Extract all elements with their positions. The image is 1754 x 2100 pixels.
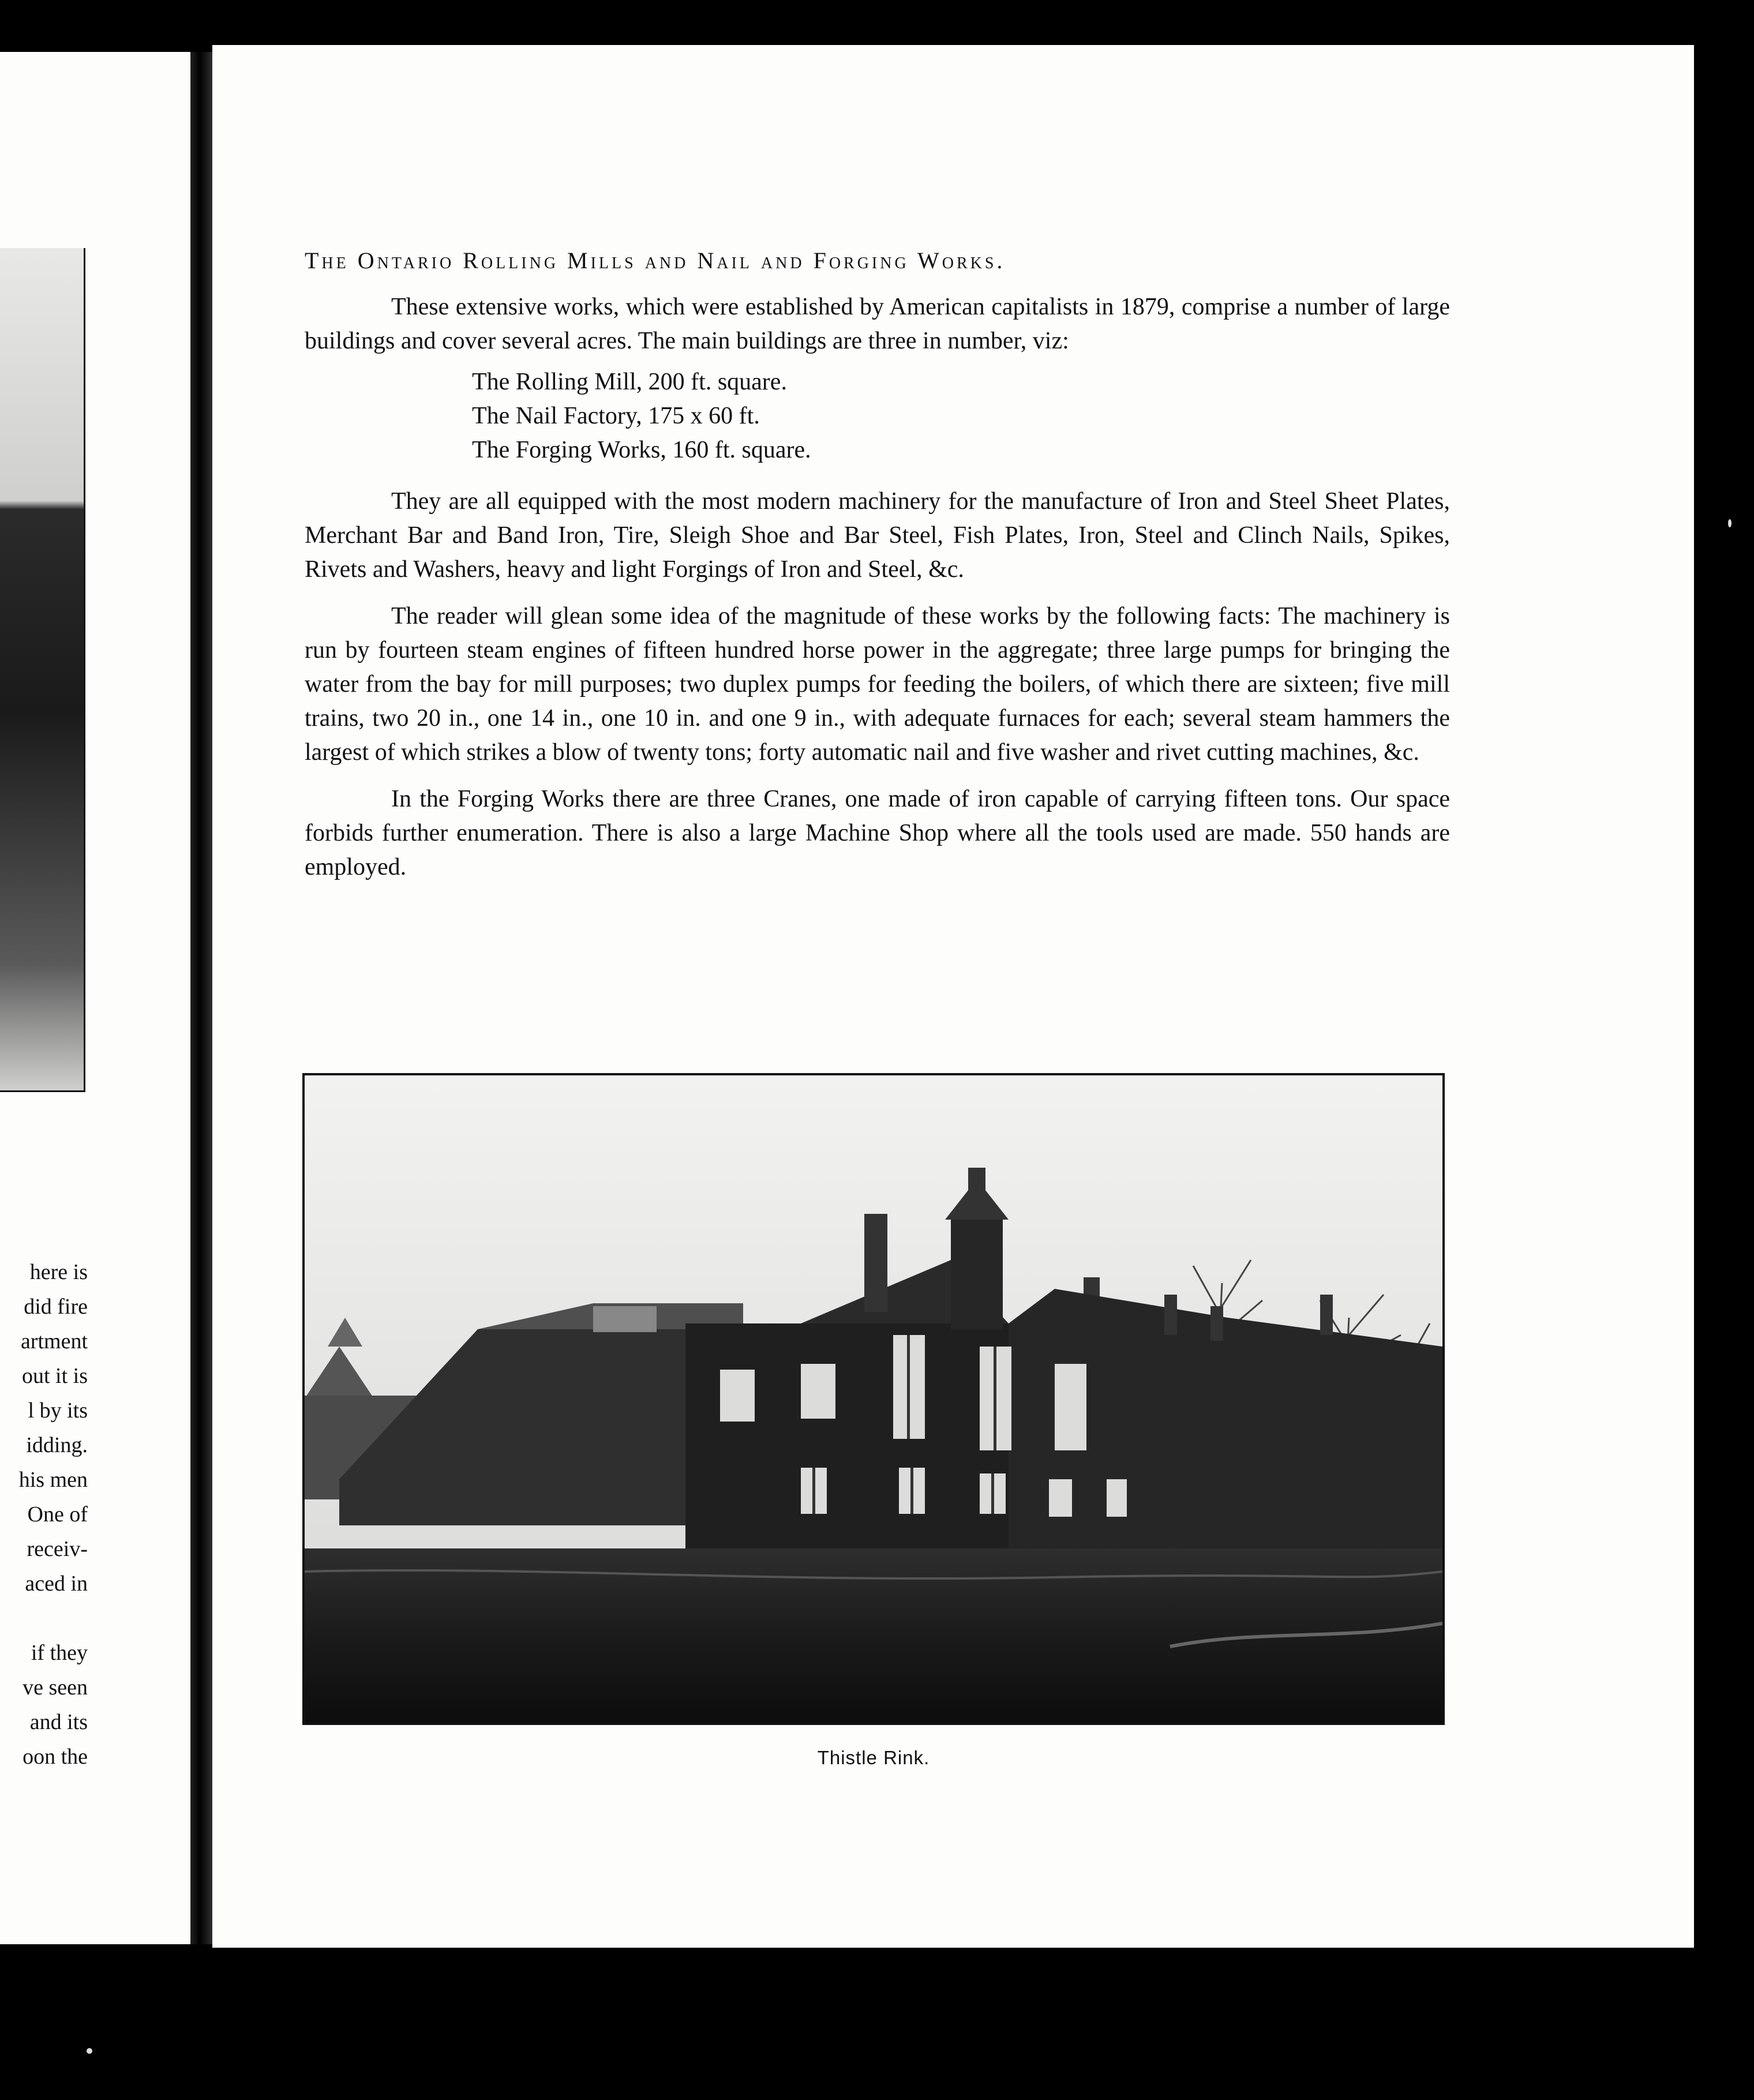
left-page-text-fragment <box>0 1255 88 1774</box>
left-page-photo-fragment <box>0 248 85 1092</box>
list-item: The Nail Factory, 175 x 60 ft. <box>472 403 760 429</box>
list-item: The Forging Works, 160 ft. square. <box>472 437 811 463</box>
list-item: The Rolling Mill, 200 ft. square. <box>472 369 787 395</box>
left-text-line: did fire <box>24 1295 88 1319</box>
left-facing-page <box>0 52 190 1944</box>
paragraph-magnitude: The reader will glean some idea of the magnitude of these works by the following facts: The machinery is run by fourteen steam engines of fifteen hundred horse power in the aggregate; three large pumps for bringing the water from the bay for mill purposes; two duplex pumps for feeding the boilers, of which there are sixteen; five mill trains, two 20 in., one 14 in., one 10 in. and one 9 in., with adequate furnaces for each; several steam hammers the largest of which strikes a blow of twenty tons; forty automatic nail and five washer and rivet cutting machines, &c. <box>305 603 1450 766</box>
book-gutter-shadow <box>190 52 213 1944</box>
left-text-line: aced in <box>25 1572 88 1596</box>
left-text-line: if they <box>31 1641 88 1665</box>
buildings-list <box>472 365 1450 467</box>
page-title: The Ontario Rolling Mills and Nail and Forging Works. <box>305 247 1006 273</box>
paragraph-intro: These extensive works, which were established by American capitalists in 1879, comprise a number of large buildings and cover several acres. The main buildings are three in number, viz: <box>305 294 1450 354</box>
photo-caption: Thistle Rink. <box>817 1747 930 1768</box>
left-text-line: receiv- <box>27 1537 88 1561</box>
left-text-line: l by its <box>28 1398 88 1423</box>
left-text-line: his men <box>18 1468 88 1492</box>
photo-illustration <box>305 1075 1442 1723</box>
left-text-gap <box>0 1601 88 1636</box>
building-photograph <box>302 1073 1445 1725</box>
left-text-line: and its <box>29 1710 88 1734</box>
left-text-line: One of <box>27 1502 88 1527</box>
left-text-line: here is <box>29 1260 88 1284</box>
paragraph-forging: In the Forging Works there are three Cranes, one made of iron capable of carrying fifteen tons. Our space forbids further enumeration. There is also a large Machine Shop where all the tools used are made. 550 hands are employed. <box>305 786 1450 880</box>
scan-speck <box>87 2048 92 2054</box>
scan-speck <box>1728 519 1731 527</box>
left-text-line: artment <box>20 1329 88 1353</box>
page-content <box>305 247 1450 884</box>
paragraph-equipment: They are all equipped with the most modern machinery for the manufacture of Iron and Steel Sheet Plates, Merchant Bar and Band Iron, Tire, Sleigh Shoe and Bar Steel, Fish Plates, Iron, Steel and Clinch Nails, Spikes, Rivets and Washers, heavy and light Forgings of Iron and Steel, &c. <box>305 488 1450 583</box>
left-text-line: ve seen <box>23 1675 88 1700</box>
left-text-line: out it is <box>21 1364 88 1388</box>
left-text-line: idding. <box>26 1433 88 1457</box>
left-text-line: oon the <box>23 1745 88 1769</box>
main-page <box>212 45 1694 1948</box>
